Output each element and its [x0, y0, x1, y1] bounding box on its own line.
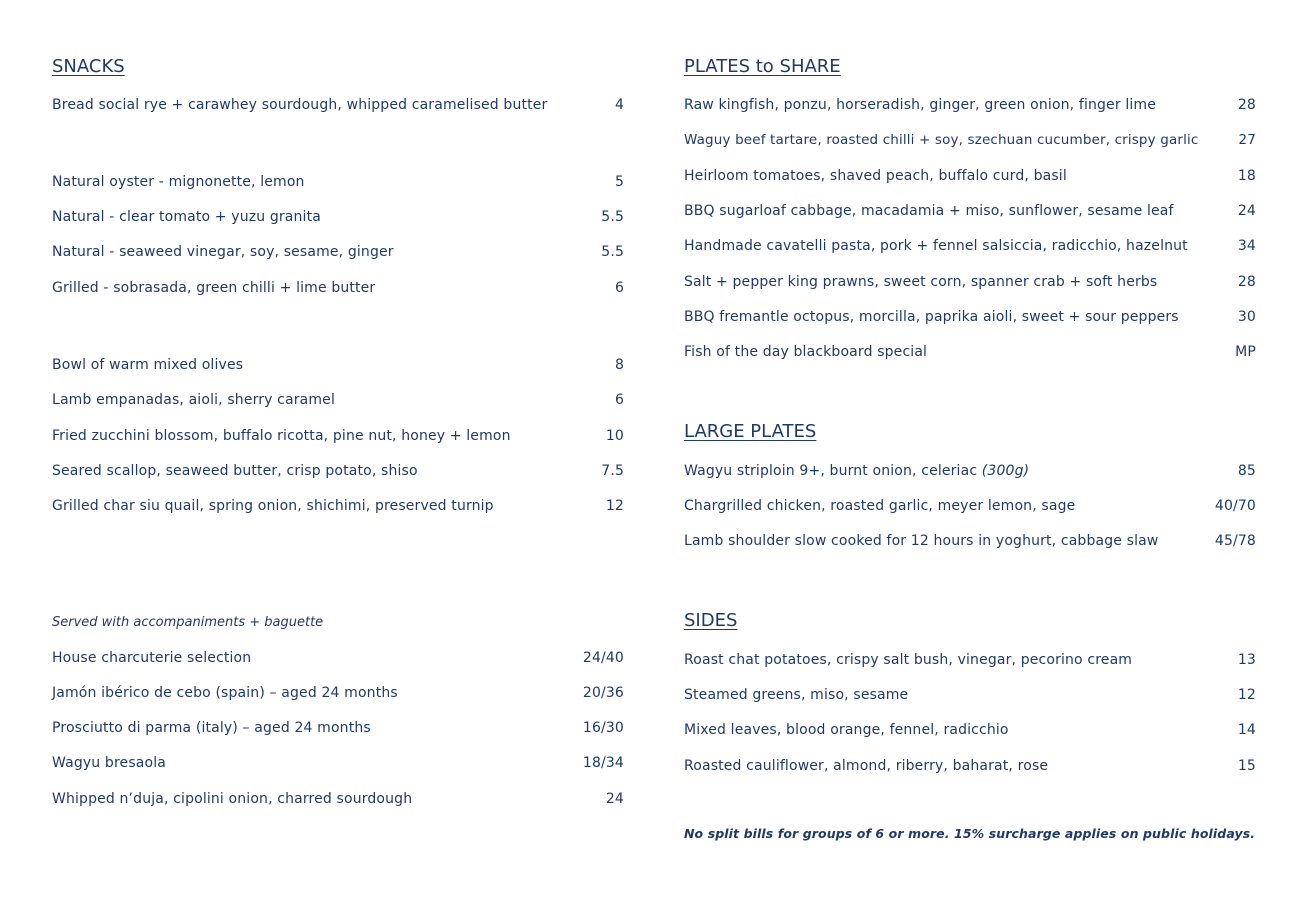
item-name: Fried zucchini blossom, buffalo ricotta, pine nut, honey + lemon	[52, 428, 511, 444]
menu-item	[52, 94, 624, 116]
menu-item	[684, 235, 1256, 257]
menu-item	[52, 389, 624, 411]
sides-heading: SIDES	[684, 610, 738, 631]
surcharge-note: No split bills for groups of 6 or more. 15% surcharge applies on public holidays.	[684, 826, 1256, 841]
menu-item	[684, 165, 1256, 187]
item-price: 14	[1237, 722, 1256, 738]
item-price: 27	[1238, 132, 1256, 148]
item-name: Heirloom tomatoes, shaved peach, buffalo curd, basil	[684, 168, 1067, 184]
item-price: 40/70	[1214, 498, 1256, 514]
item-name	[684, 463, 1029, 479]
menu-item	[684, 495, 1256, 517]
item-name: Prosciutto di parma (italy) – aged 24 months	[52, 720, 371, 736]
item-price: 24	[1237, 203, 1256, 219]
menu-item	[684, 719, 1256, 741]
item-name: Raw kingfish, ponzu, horseradish, ginger, green onion, finger lime	[684, 97, 1156, 113]
menu-item	[684, 460, 1256, 482]
item-name: BBQ sugarloaf cabbage, macadamia + miso, sunflower, sesame leaf	[684, 203, 1174, 219]
item-name: Seared scallop, seaweed butter, crisp potato, shiso	[52, 463, 418, 479]
item-price: 13	[1237, 652, 1256, 668]
item-name: House charcuterie selection	[52, 650, 252, 666]
menu-item	[52, 354, 624, 376]
item-price: MP	[1235, 344, 1256, 360]
item-price: 28	[1237, 274, 1256, 290]
item-price: 4	[614, 97, 624, 113]
item-name: Chargrilled chicken, roasted garlic, meyer lemon, sage	[684, 498, 1076, 514]
menu-item	[684, 341, 1256, 363]
item-price: 6	[614, 280, 624, 296]
item-name: BBQ fremantle octopus, morcilla, paprika aioli, sweet + sour peppers	[684, 309, 1179, 325]
item-name: Jamón ibérico de cebo (spain) – aged 24 months	[52, 685, 398, 701]
menu-item	[52, 277, 624, 299]
menu-item	[52, 647, 624, 669]
item-price: 30	[1237, 309, 1256, 325]
item-name: Lamb shoulder slow cooked for 12 hours in yoghurt, cabbage slaw	[684, 533, 1159, 549]
item-name: Bread social rye + carawhey sourdough, whipped caramelised butter	[52, 97, 548, 113]
item-name: Bowl of warm mixed olives	[52, 357, 244, 373]
item-name: Grilled - sobrasada, green chilli + lime butter	[52, 280, 376, 296]
item-price: 5.5	[601, 244, 624, 260]
item-price: 7.5	[601, 463, 624, 479]
item-name: Fish of the day blackboard special	[684, 344, 928, 360]
menu-item	[52, 171, 624, 193]
item-name: Handmade cavatelli pasta, pork + fennel salsiccia, radicchio, hazelnut	[684, 238, 1188, 254]
item-name: Natural oyster - mignonette, lemon	[52, 174, 305, 190]
menu-item	[684, 271, 1256, 293]
menu-item	[52, 788, 624, 810]
item-price: 5.5	[601, 209, 624, 225]
item-name-main: Wagyu striploin 9+, burnt onion, celeriac	[684, 463, 982, 479]
snacks-heading: SNACKS	[52, 56, 125, 77]
item-price: 6	[614, 392, 624, 408]
item-name: Wagyu bresaola	[52, 755, 166, 771]
item-name: Mixed leaves, blood orange, fennel, radicchio	[684, 722, 1009, 738]
menu-item	[684, 94, 1256, 116]
item-name: Whipped n’duja, cipolini onion, charred sourdough	[52, 791, 413, 807]
item-price: 10	[605, 428, 624, 444]
large-plates-heading: LARGE PLATES	[684, 421, 817, 442]
item-price: 15	[1237, 758, 1256, 774]
left-column	[52, 0, 628, 924]
menu-item	[684, 684, 1256, 706]
charcuterie-note: Served with accompaniments + baguette	[52, 615, 324, 630]
menu-item	[52, 682, 624, 704]
menu-item	[684, 306, 1256, 328]
item-name: Roasted cauliflower, almond, riberry, baharat, rose	[684, 758, 1049, 774]
item-price: 18	[1237, 168, 1256, 184]
item-price: 34	[1237, 238, 1256, 254]
menu-item	[52, 206, 624, 228]
item-name: Lamb empanadas, aioli, sherry caramel	[52, 392, 335, 408]
menu-item	[52, 752, 624, 774]
item-price: 12	[605, 498, 624, 514]
item-name: Natural - seaweed vinegar, soy, sesame, ginger	[52, 244, 394, 260]
item-price: 85	[1237, 463, 1256, 479]
item-price: 24	[605, 791, 624, 807]
item-name: Waguy beef tartare, roasted chilli + soy, szechuan cucumber, crispy garlic	[684, 132, 1199, 148]
menu-item	[52, 425, 624, 447]
menu-item	[52, 241, 624, 263]
menu-item	[52, 495, 624, 517]
item-price: 45/78	[1214, 533, 1256, 549]
item-price: 20/36	[582, 685, 624, 701]
menu-item	[684, 530, 1256, 552]
menu-item	[52, 717, 624, 739]
item-name: Salt + pepper king prawns, sweet corn, spanner crab + soft herbs	[684, 274, 1158, 290]
menu-item	[684, 200, 1256, 222]
item-price: 18/34	[582, 755, 624, 771]
menu-item	[684, 649, 1256, 671]
item-name-weight: (300g)	[981, 463, 1030, 479]
item-price: 16/30	[582, 720, 624, 736]
item-price: 28	[1237, 97, 1256, 113]
item-name: Natural - clear tomato + yuzu granita	[52, 209, 321, 225]
menu-item	[52, 460, 624, 482]
menu-item	[684, 129, 1256, 151]
item-name: Roast chat potatoes, crispy salt bush, vinegar, pecorino cream	[684, 652, 1133, 668]
item-price: 5	[614, 174, 624, 190]
menu-item	[684, 755, 1256, 777]
right-column	[684, 0, 1260, 924]
item-name: Grilled char siu quail, spring onion, shichimi, preserved turnip	[52, 498, 494, 514]
item-price: 8	[614, 357, 624, 373]
item-price: 12	[1237, 687, 1256, 703]
item-name: Steamed greens, miso, sesame	[684, 687, 909, 703]
item-price: 24/40	[582, 650, 624, 666]
plates-to-share-heading: PLATES to SHARE	[684, 56, 841, 77]
